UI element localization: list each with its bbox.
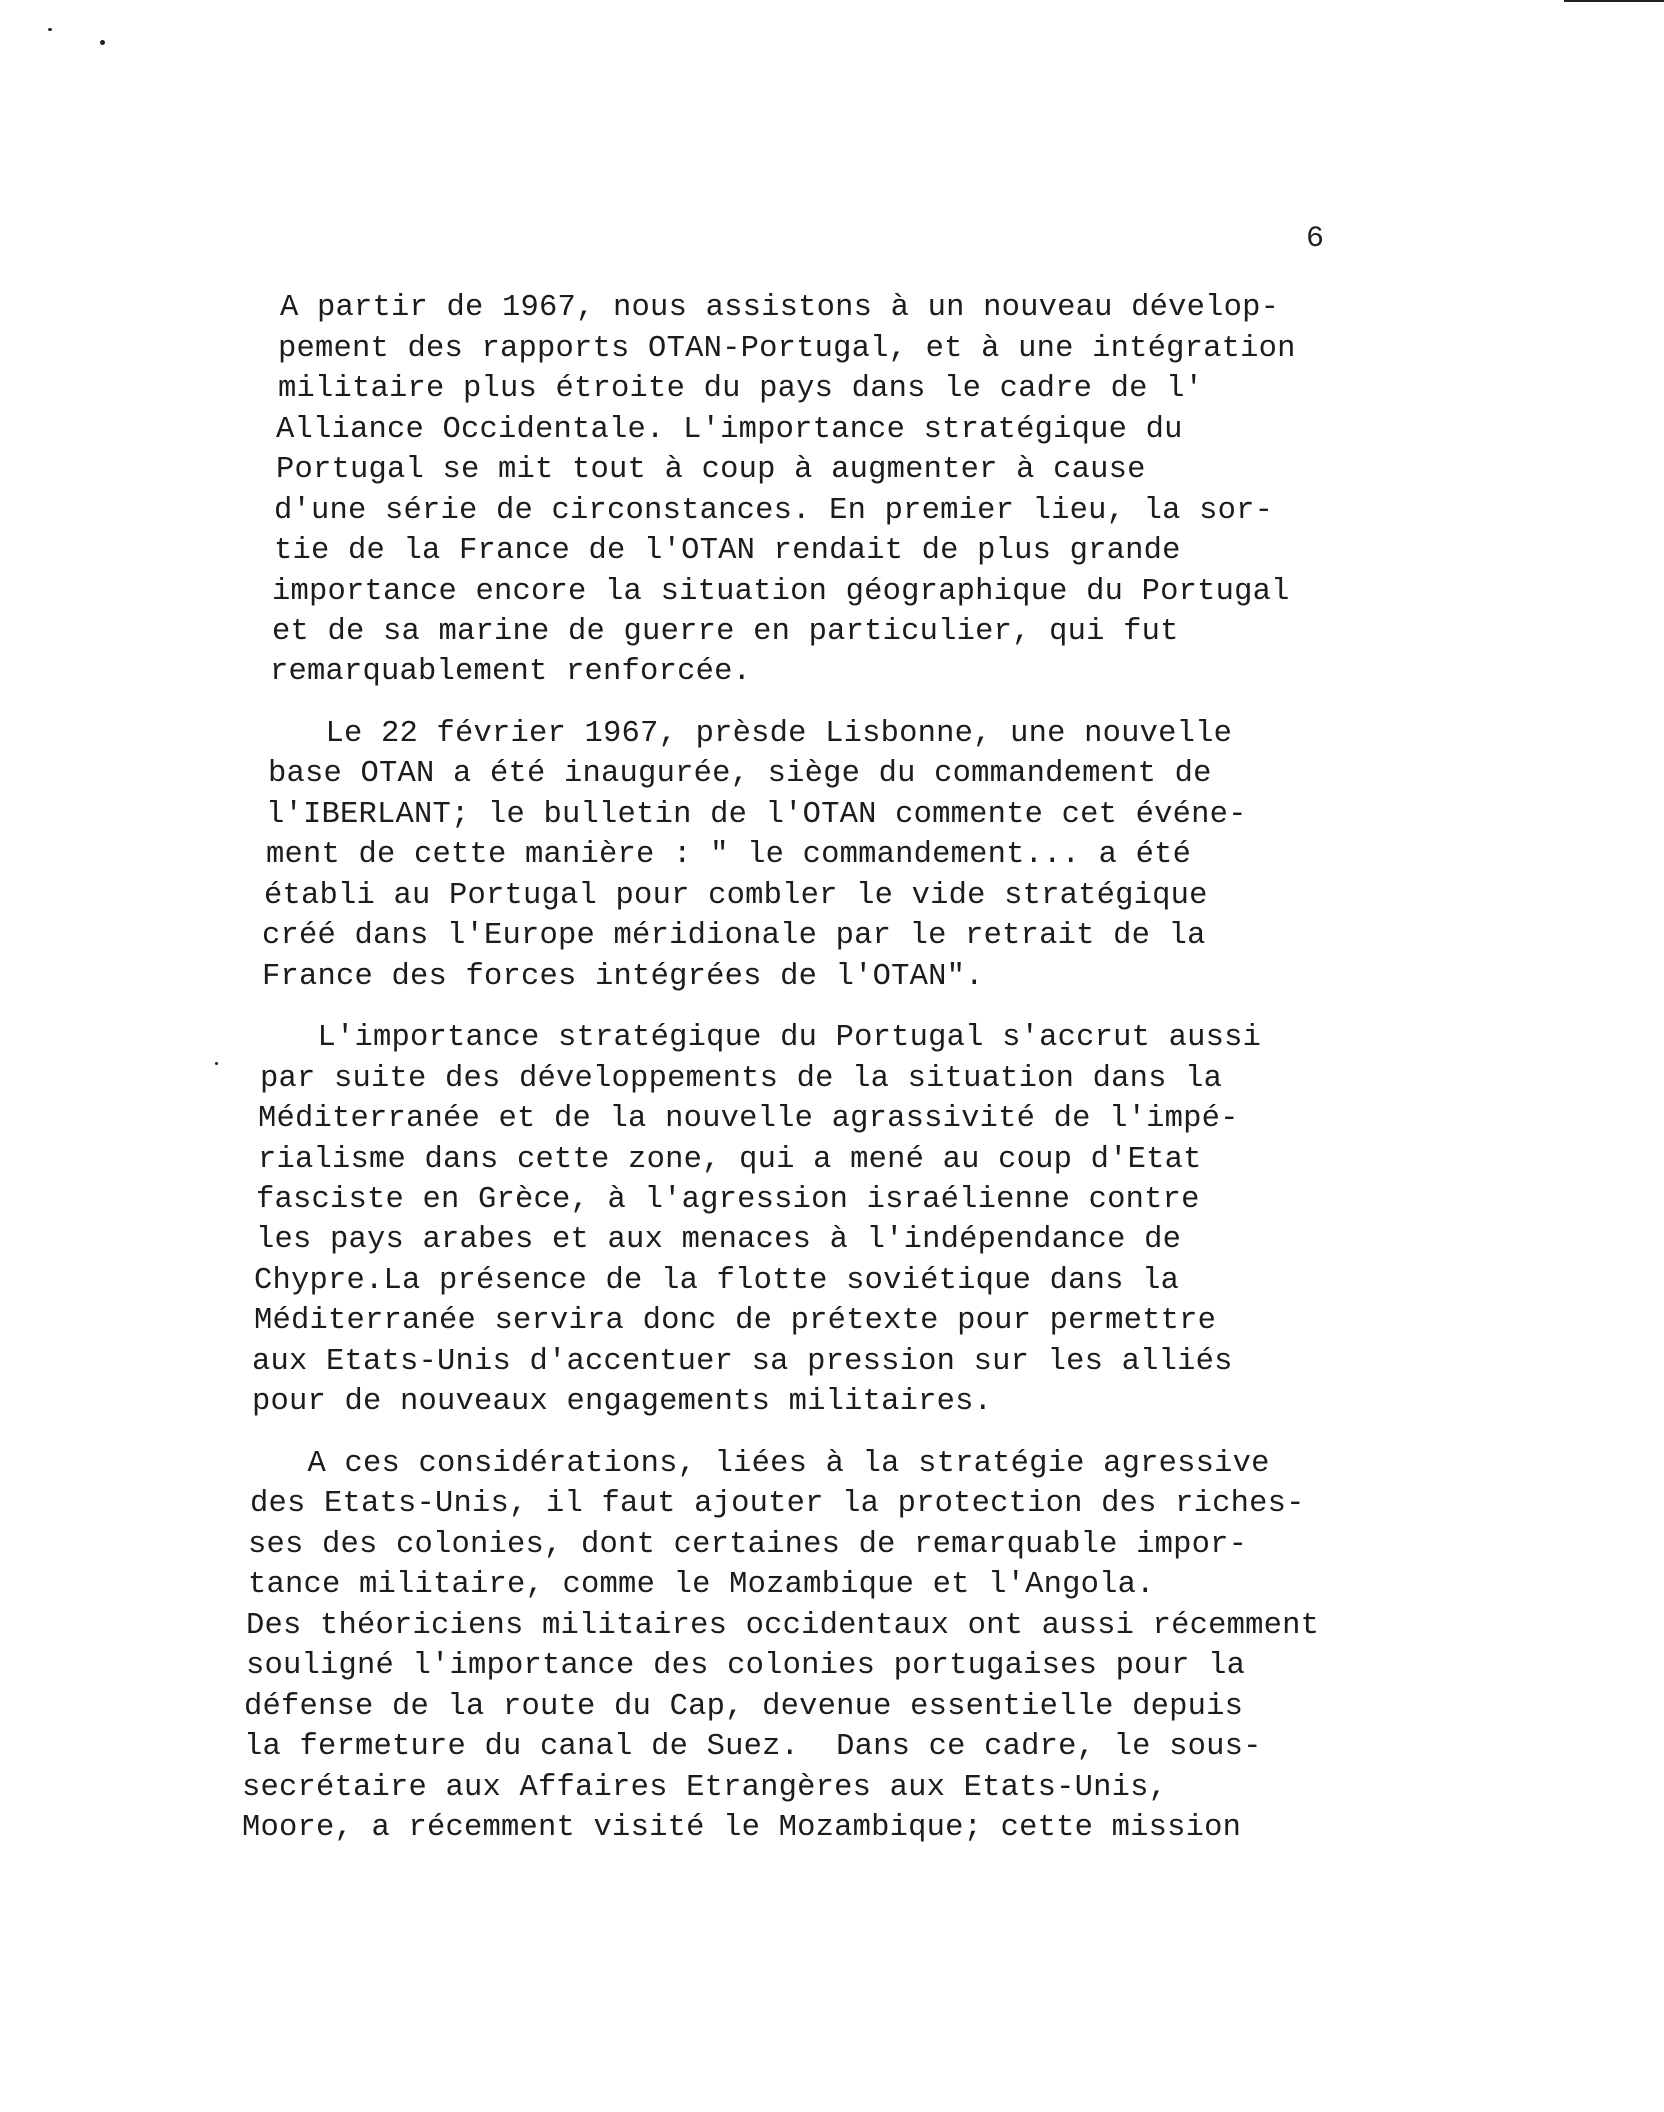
text-line: Méditerranée servira donc de prétexte pour permettre <box>254 1304 1217 1338</box>
text-line: L'importance stratégique du Portugal s'accrut aussi <box>262 1021 1262 1055</box>
text-line: par suite des développements de la situation dans la <box>260 1062 1223 1096</box>
text-line: ment de cette manière : " le commandement... a été <box>266 838 1192 872</box>
text-line: pour de nouveaux engagements militaires. <box>252 1385 993 1419</box>
text-line: A ces considérations, liées à la stratégie agressive <box>252 1447 1270 1481</box>
text-line: aux Etats-Unis d'accentuer sa pression sur les alliés <box>252 1345 1233 1379</box>
text-line: Chypre.La présence de la flotte soviétique dans la <box>254 1264 1180 1298</box>
text-line: et de sa marine de guerre en particulier, qui fut <box>272 615 1179 649</box>
text-line: Portugal se mit tout à coup à augmenter à cause <box>276 453 1146 487</box>
text-line: Méditerranée et de la nouvelle agrassivité de l'impé- <box>258 1102 1239 1136</box>
text-line: France des forces intégrées de l'OTAN". <box>262 960 984 994</box>
text-line: tance militaire, comme le Mozambique et l'Angola. <box>248 1568 1155 1602</box>
text-line: souligné l'importance des colonies portugaises pour la <box>246 1649 1246 1683</box>
text-line: Le 22 février 1967, prèsde Lisbonne, une nouvelle <box>270 717 1233 751</box>
text-line: établi au Portugal pour combler le vide stratégique <box>264 879 1208 913</box>
text-line: importance encore la situation géographique du Portugal <box>272 575 1290 609</box>
text-line: défense de la route du Cap, devenue essentielle depuis <box>244 1690 1244 1724</box>
text-line: Des théoriciens militaires occidentaux ont aussi récemment <box>246 1609 1320 1643</box>
text-line: militaire plus étroite du pays dans le cadre de l' <box>278 372 1204 406</box>
text-line: d'une série de circonstances. En premier lieu, la sor- <box>274 494 1274 528</box>
scan-speck <box>215 1062 218 1065</box>
scan-speck <box>48 28 52 31</box>
text-line: fasciste en Grèce, à l'agression israélienne contre <box>256 1183 1200 1217</box>
text-line: créé dans l'Europe méridionale par le retrait de la <box>262 919 1206 953</box>
text-line: l'IBERLANT; le bulletin de l'OTAN commente cet événe- <box>266 798 1247 832</box>
text-line: A partir de 1967, nous assistons à un nouveau dévelop- <box>280 291 1280 325</box>
text-line: Alliance Occidentale. L'importance stratégique du <box>276 413 1183 447</box>
text-line: des Etats-Unis, il faut ajouter la protection des riches- <box>250 1487 1305 1521</box>
text-line: base OTAN a été inaugurée, siège du commandement de <box>268 757 1212 791</box>
text-line: les pays arabes et aux menaces à l'indépendance de <box>256 1223 1182 1257</box>
top-right-rule <box>1564 0 1664 2</box>
text-line: secrétaire aux Affaires Etrangères aux Etats-Unis, <box>242 1771 1168 1805</box>
text-line: tie de la France de l'OTAN rendait de plus grande <box>274 534 1181 568</box>
page-number: 6 <box>1306 222 1325 256</box>
text-line: rialisme dans cette zone, qui a mené au coup d'Etat <box>258 1143 1202 1177</box>
scan-speck <box>100 40 105 45</box>
text-line: ses des colonies, dont certaines de remarquable impor- <box>248 1528 1248 1562</box>
text-line: la fermeture du canal de Suez. Dans ce cadre, le sous- <box>244 1730 1262 1764</box>
text-line: Moore, a récemment visité le Mozambique; cette mission <box>242 1811 1242 1845</box>
text-line: remarquablement renforcée. <box>270 655 752 689</box>
text-line: pement des rapports OTAN-Portugal, et à une intégration <box>278 332 1296 366</box>
